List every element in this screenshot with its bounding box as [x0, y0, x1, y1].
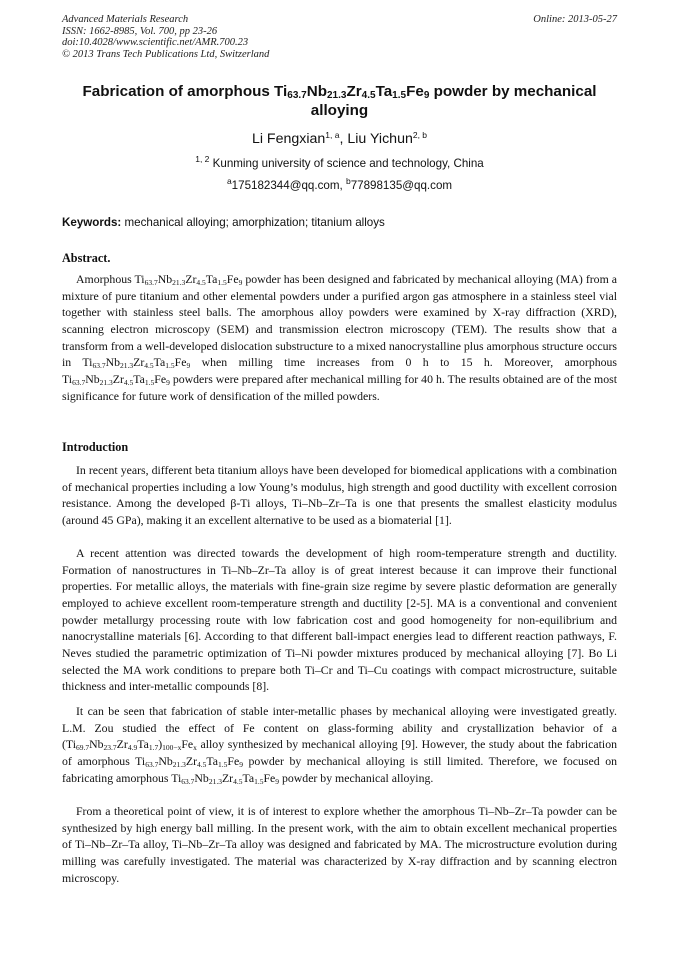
- keywords-label: Keywords:: [62, 216, 122, 229]
- abstract-paragraph: Amorphous $Ti_{63.7}Nb_{21.3}Zr_{4.5}Ta_{1.5}Fe_9$ powder has been designed and fabricated by mechanical alloying (MA) from a mixture of pure titanium and other elemental powders under a purified argon gas atmosphere in a stainless steel vial together with stainless steel balls. The amorphous alloy powders were examined by X-ray diffraction (XRD), scanning electron microscopy (SEM) and transmission electron microscopy (TEM). The results show that a transform from a well-developed dislocation substructure to a mixed nanocrystalline plus amorphous structure occurs in $Ti_{63.7}Nb_{21.3}Zr_{4.5}Ta_{1.5}Fe_9$ when milling time increases from 0 h to 15 h. Moreover, amorphous $Ti_{63.7}Nb_{21.3}Zr_{4.5}Ta_{1.5}Fe_9$ powders were prepared after mechanical milling for 40 h. The results obtained are of the most significance for future work of densification of the milled powders.: [62, 272, 618, 403]
- intro-paragraph-1: In recent years, different beta titanium alloys have been developed for biomedical applications with a combination of mechanical properties including a low Young’s modulus, high strength and good ductility with excellent corrosion resistance. Among the developed β-Ti alloys, Ti–Nb–Zr–Ta is one that presents the smallest elasticity modulus (around 45 GPa), making it an excellent alternative to be used as a biomaterial [1].: [62, 463, 617, 527]
- author-2: Liu Yichun: [347, 131, 413, 147]
- intro-paragraph-4: From a theoretical point of view, it is of interest to explore whether the amorphous Ti–Nb–Zr–Ta powder can be synthesized by high energy ball milling. In the present work, with the aim to obtain excellent mechanical properties of Ti–Nb–Zr–Ta alloy, Ti–Nb–Zr–Ta alloy was designed and fabricated by MA. The microstructure evolution during milling was carefully investigated. The material was characterized by X-ray diffraction and by scanning electron microscopy.: [62, 804, 617, 885]
- alloy-formula: $Ti_{63.7}Nb_{21.3}Zr_{4.5}Ta_{1.5}Fe_9$: [134, 272, 243, 287]
- abstract-heading: Abstract.: [62, 251, 111, 265]
- email-a: 175182344@qq.com: [231, 179, 340, 192]
- email-b: 77898135@qq.com: [350, 179, 453, 192]
- title-formula: $Ti_{63.7}Nb_{21.3}Zr_{4.5}Ta_{1.5}Fe_9$: [274, 83, 430, 101]
- affiliation: $^{1, 2}$ Kunming university of science and technology, China: [195, 154, 484, 170]
- author-list: Li Fengxian$^{1, a}$, Liu Yichun$^{2, b}$: [251, 130, 428, 147]
- paper-title: [62, 82, 617, 120]
- title-suffix: powder by mechanical alloying: [310, 83, 597, 119]
- author-1: Li Fengxian: [251, 131, 326, 147]
- intro-paragraph-2: A recent attention was directed towards the development of high room-temperature strength and ductility. Formation of nanostructures in Ti–Nb–Zr–Ta alloy is of great interest because it can improve their functional properties. For metallic alloys, the materials with fine-grain size regime by severe plastic deformation are generally employed to achieve excellent room-temperature strength and ductility [2-5]. MA is a conventional and convenient powder metallurgy processing route with low fabrication cost and good homogeneity for non-equilibrium and nanocrystalline materials [6]. According to that different ball-impact energies lead to different reaction pathways, F. Neves studied the parametric optimization of Ti–Ni powder mixtures produced by mechanical alloying [7]. Bo Li selected the MA work conditions to prepare both Ti–Cr and Ti–Cu coatings with compact microstructure, suitable thickness and inter-metallic compounds [8].: [62, 546, 617, 694]
- journal-copyright: © 2013 Trans Tech Publications Ltd, Switzerland: [62, 48, 270, 60]
- introduction-heading: Introduction: [62, 440, 129, 454]
- online-date: Online: 2013-05-27: [533, 14, 617, 25]
- alloy-formula: $Ti_{63.7}Nb_{21.3}Zr_{4.5}Ta_{1.5}Fe_9$: [171, 770, 280, 786]
- author-2-marker: 2, b: [412, 130, 428, 140]
- alloy-formula: $Ti_{63.7}Nb_{21.3}Zr_{4.5}Ta_{1.5}Fe_9$: [82, 355, 191, 371]
- author-1-marker: 1, a: [325, 130, 340, 140]
- journal-doi: doi:10.4028/www.scientific.net/AMR.700.23: [62, 37, 249, 49]
- title-prefix: Fabrication of amorphous: [82, 83, 275, 100]
- keywords: [62, 215, 617, 230]
- author-emails: $^a$175182344@qq.com, $^b$77898135@qq.com: [226, 176, 453, 192]
- alloy-formula: $Ti_{63.7}Nb_{21.3}Zr_{4.5}Ta_{1.5}Fe_9$: [62, 371, 170, 387]
- journal-name: Advanced Materials Research: [62, 14, 189, 25]
- journal-header: [62, 14, 617, 60]
- alloy-formula: $Ti_{63.7}Nb_{21.3}Zr_{4.5}Ta_{1.5}Fe_9$: [135, 753, 243, 769]
- keywords-text: mechanical alloying; amorphization; titanium alloys: [121, 216, 385, 229]
- intro-paragraph-3: It can be seen that fabrication of stable inter-metallic phases by mechanical alloying were investigated greatly. L.M. Zou studied the effect of Fe content on glass-forming ability and crystallization behavior of a $(Ti_{69.7}Nb_{23.7}Zr_{4.9}Ta_{1.7})_{100-x}Fe_x$ alloy synthesized by mechanical alloying [9]. However, the study about the fabrication of amorphous $Ti_{63.7}Nb_{21.3}Zr_{4.5}Ta_{1.5}Fe_9$ powder by mechanical alloying is still limited. Therefore, we focused on fabricating amorphous $Ti_{63.7}Nb_{21.3}Zr_{4.5}Ta_{1.5}Fe_9$ powder by mechanical alloying.: [62, 704, 617, 786]
- journal-issn: ISSN: 1662-8985, Vol. 700, pp 23-26: [62, 25, 218, 37]
